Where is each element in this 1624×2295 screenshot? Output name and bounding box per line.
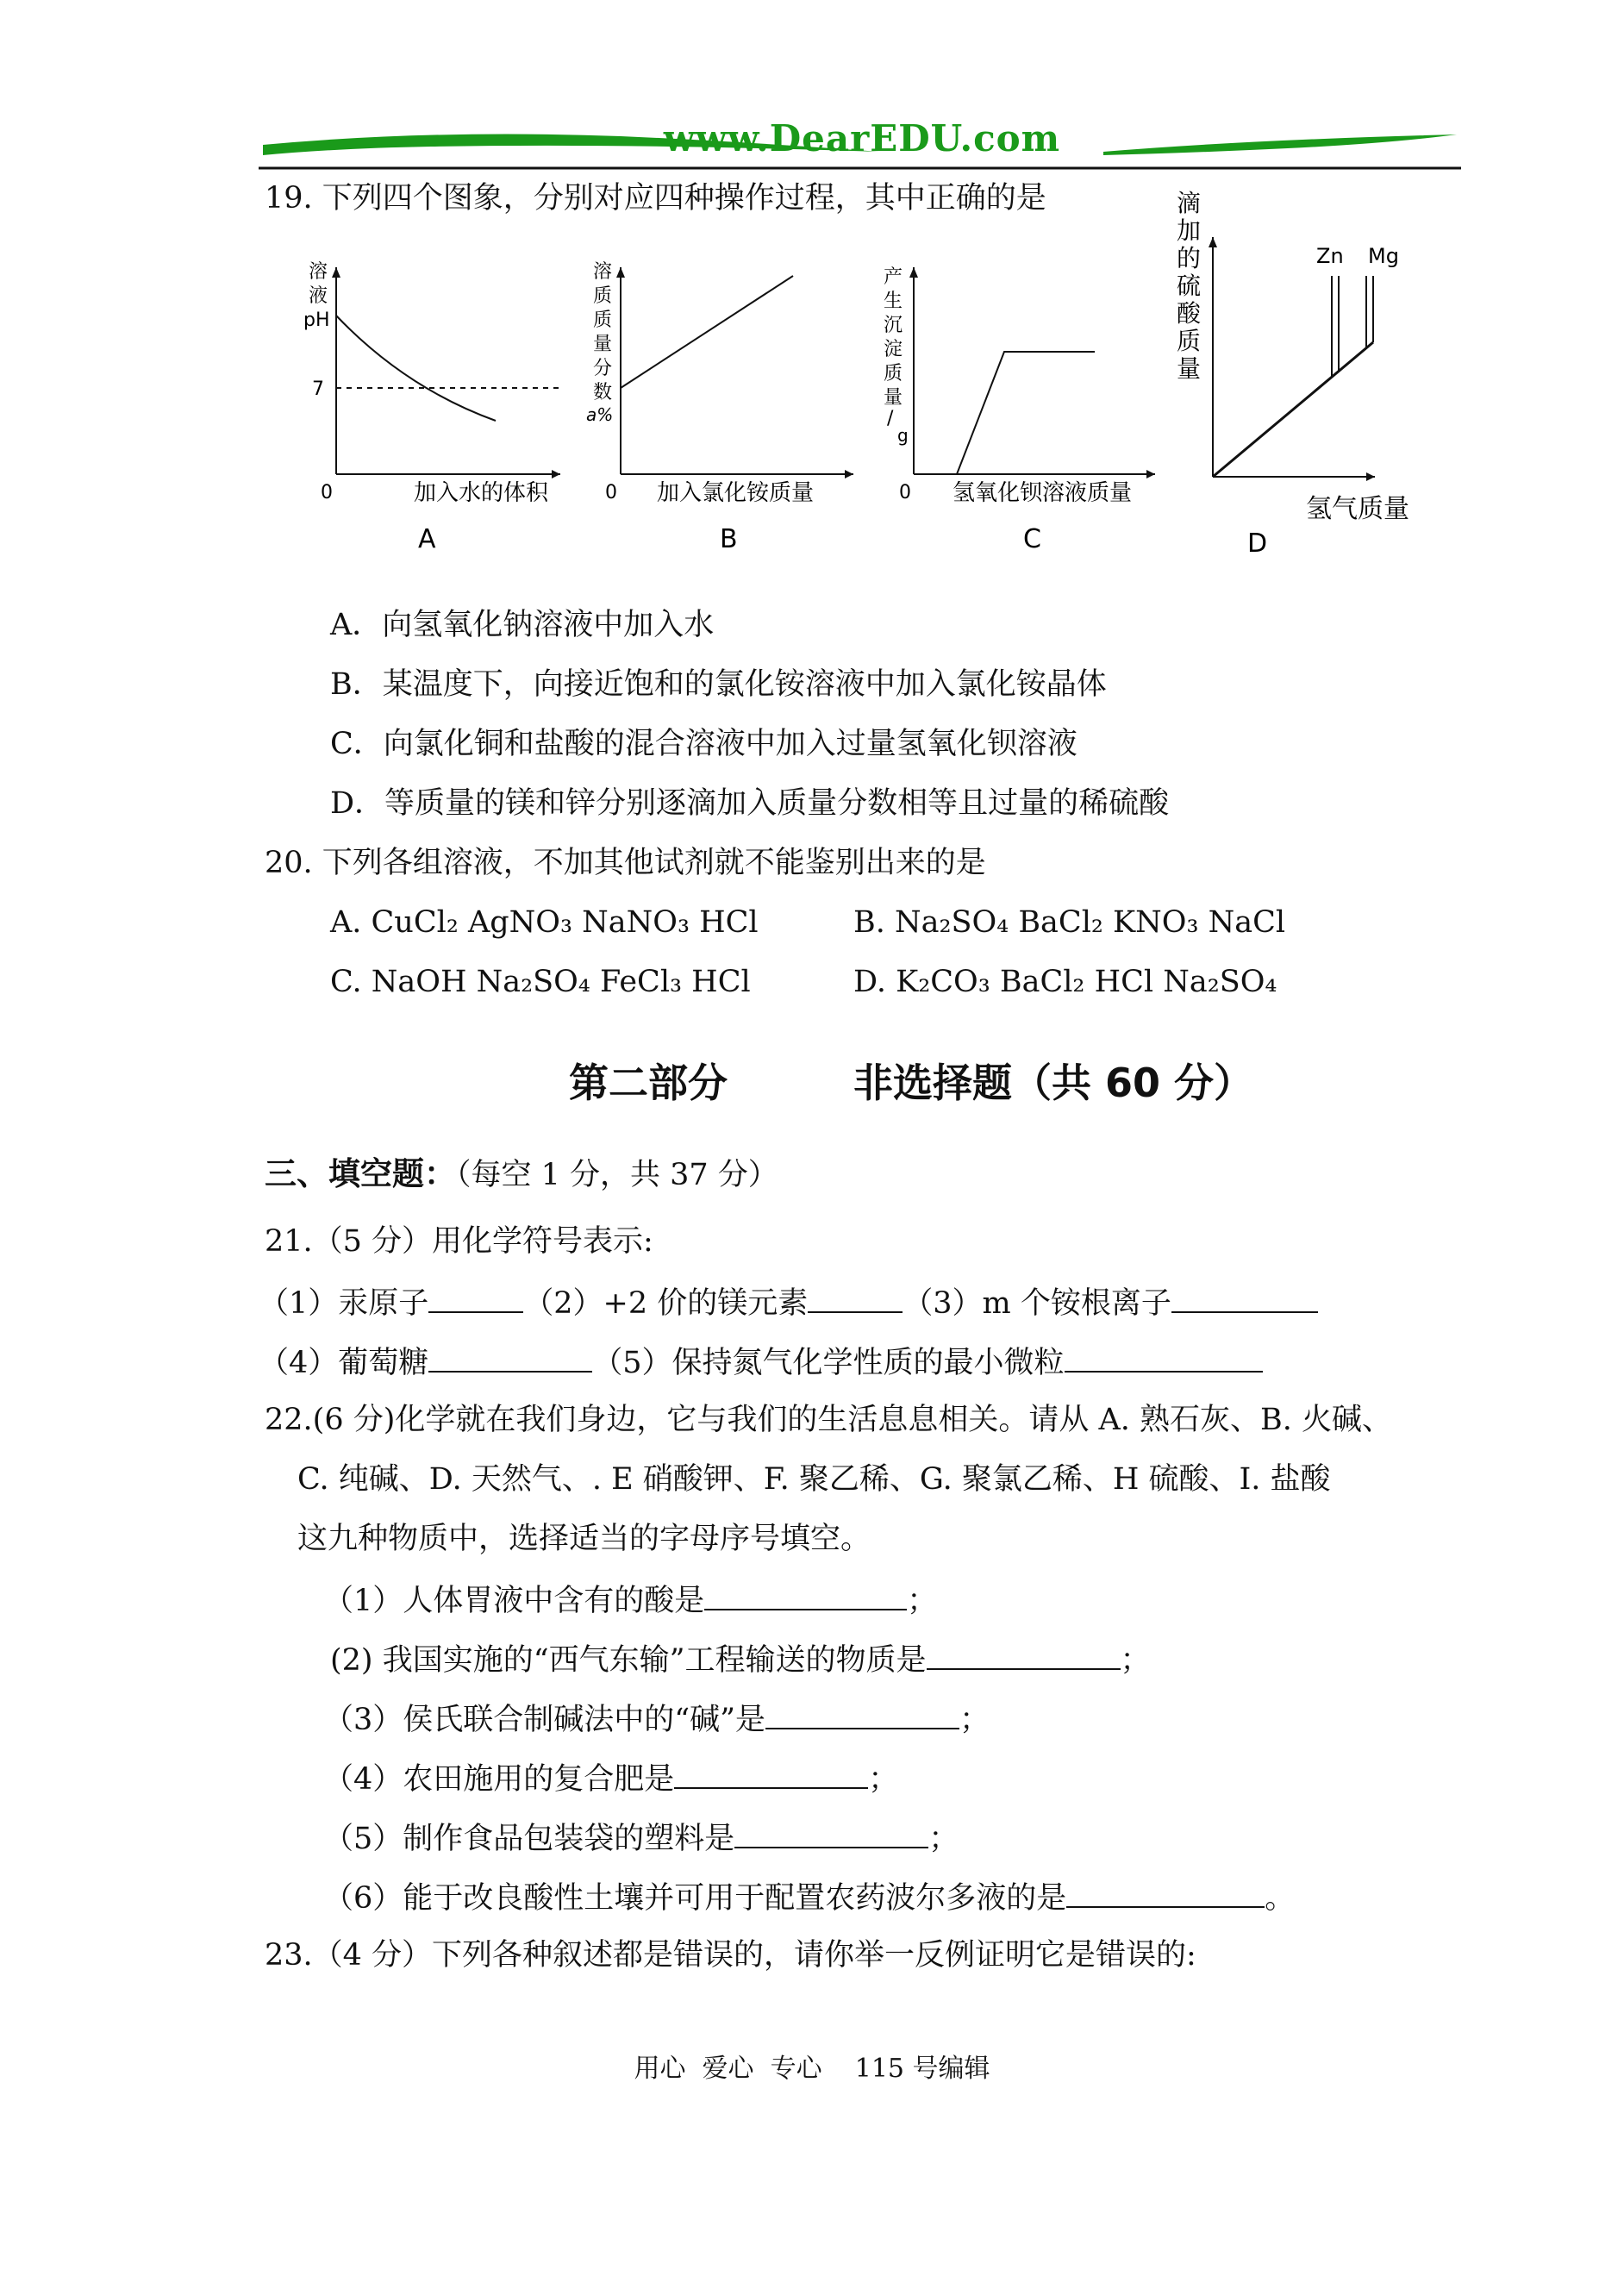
q20-stem: 20. 下列各组溶液，不加其他试剂就不能鉴别出来的是	[265, 846, 986, 880]
q21-blank-4[interactable]	[428, 1341, 592, 1373]
graph-d-y-label-6: 质	[1177, 327, 1202, 355]
graph-d-mg-label: Mg	[1368, 244, 1399, 268]
q22-blank-4[interactable]	[674, 1758, 868, 1789]
q20-option-d: D. K₂CO₃ BaCl₂ HCl Na₂SO₄	[853, 965, 1277, 999]
q22-line2: C. 纯碱、D. 天然气、. E 硝酸钾、F. 聚乙稀、G. 聚氯乙稀、H 硫酸、I. 盐酸	[297, 1462, 1331, 1497]
graph-d-y-label-4: 硫	[1177, 272, 1202, 300]
part2-heading-right: 非选择题（共 60 分）	[853, 1060, 1254, 1106]
graph-d-y-label-5: 酸	[1177, 299, 1202, 328]
section3-heading-bold: 三、填空题：	[265, 1155, 456, 1192]
q22-item-2	[330, 1639, 1151, 1679]
graph-c	[875, 259, 1159, 569]
graph-b-y-label-2: 质	[593, 285, 613, 307]
q22-line1: 22.(6 分)化学就在我们身边，它与我们的生活息息相关。请从 A. 熟石灰、B. 火碱、	[265, 1403, 1392, 1437]
graph-a-y-label-3: pH	[303, 310, 330, 331]
graph-a-y-label-1: 溶	[309, 261, 328, 283]
q19-stem: 19. 下列四个图象，分别对应四种操作过程，其中正确的是	[265, 181, 1046, 216]
q21-blank-2[interactable]	[808, 1282, 903, 1313]
graph-d	[1168, 185, 1461, 565]
q22-blank-1[interactable]	[704, 1579, 907, 1610]
q22-item-5-text: （5）制作食品包装袋的塑料是	[323, 1822, 735, 1856]
q22-item-1	[323, 1579, 937, 1620]
q19-option-b: B．某温度下，向接近饱和的氯化铵溶液中加入氯化铵晶体	[330, 667, 1107, 702]
q22-item-2-text: (2) 我国实施的“西气东输”工程输送的物质是	[330, 1643, 927, 1678]
graph-d-y-label-7: 量	[1177, 354, 1202, 383]
q22-item-1-end: ；	[907, 1584, 938, 1618]
graph-a	[302, 259, 569, 569]
q21-blank-5[interactable]	[1065, 1341, 1263, 1373]
q21-item-3: （3）m 个铵根离子	[903, 1286, 1171, 1321]
graph-b-origin: 0	[605, 482, 617, 503]
q21-item-2: （2）+2 价的镁元素	[523, 1286, 809, 1321]
graph-b-x-label: 加入氯化铵质量	[657, 480, 815, 506]
graph-b-y-label-7: a%	[586, 404, 614, 425]
q22-item-5	[323, 1817, 959, 1858]
q21-line2	[259, 1341, 1263, 1382]
header-banner	[259, 117, 1461, 174]
graph-d-y-label-2: 加	[1177, 216, 1202, 245]
q22-blank-2[interactable]	[927, 1639, 1121, 1670]
q21-item-5: （5）保持氮气化学性质的最小微粒	[592, 1346, 1065, 1380]
graph-b-y-label-1: 溶	[593, 261, 613, 283]
graph-c-y-label-8: g	[897, 425, 909, 446]
q19-option-d: D．等质量的镁和锌分别逐滴加入质量分数相等且过量的稀硫酸	[330, 786, 1170, 821]
graph-b	[578, 259, 862, 569]
q20-option-b: B. Na₂SO₄ BaCl₂ KNO₃ NaCl	[853, 905, 1286, 940]
section3-heading	[265, 1155, 778, 1194]
part2-heading-left: 第二部分	[569, 1060, 728, 1106]
q21-blank-3[interactable]	[1171, 1282, 1318, 1313]
q22-item-6	[323, 1877, 1295, 1917]
site-logo-text: www.DearEDU.com	[663, 117, 1061, 159]
graph-a-y-label-2: 液	[309, 285, 328, 307]
footer-text: 用心 爱心 专心 115 号编辑	[634, 2054, 990, 2084]
graph-d-y-label-1: 滴	[1177, 189, 1202, 217]
graph-a-id: A	[418, 524, 436, 554]
graph-c-y-label-1: 产	[884, 266, 903, 288]
q22-item-4-text: （4）农田施用的复合肥是	[323, 1762, 675, 1797]
graph-a-seven: 7	[312, 378, 324, 400]
q22-blank-3[interactable]	[765, 1698, 959, 1729]
graph-a-x-label: 加入水的体积	[414, 480, 549, 506]
q20-option-c: C. NaOH Na₂SO₄ FeCl₃ HCl	[330, 965, 751, 999]
section3-heading-rest: （每空 1 分，共 37 分）	[456, 1158, 778, 1192]
q22-item-6-text: （6）能于改良酸性土壤并可用于配置农药波尔多液的是	[323, 1881, 1067, 1916]
graph-d-id: D	[1247, 528, 1268, 559]
graph-b-y-label-6: 数	[593, 382, 613, 403]
q22-item-4	[323, 1758, 898, 1798]
q21-item-1: （1）汞原子	[259, 1286, 429, 1321]
q22-item-5-end: ；	[928, 1822, 959, 1856]
q21-item-4: （4）葡萄糖	[259, 1346, 429, 1380]
graph-c-y-label-6: 量	[884, 387, 903, 409]
graph-b-y-label-4: 量	[593, 334, 613, 355]
graph-c-id: C	[1023, 524, 1041, 554]
graph-c-y-label-2: 生	[884, 291, 903, 312]
q21-stem: 21.（5 分）用化学符号表示:	[265, 1224, 653, 1259]
q23-stem: 23.（4 分）下列各种叙述都是错误的，请你举一反例证明它是错误的:	[265, 1938, 1196, 1973]
q22-line3: 这九种物质中，选择适当的字母序号填空。	[297, 1522, 871, 1556]
q22-item-1-text: （1）人体胃液中含有的酸是	[323, 1584, 705, 1618]
graph-d-x-label: 氢气质量	[1306, 494, 1409, 524]
graph-d-zn-label: Zn	[1316, 244, 1344, 268]
q19-option-c: C．向氯化铜和盐酸的混合溶液中加入过量氢氧化钡溶液	[330, 727, 1077, 761]
q22-item-3-end: ；	[959, 1703, 990, 1737]
graph-a-origin: 0	[321, 482, 333, 503]
q21-blank-1[interactable]	[428, 1282, 523, 1313]
graph-c-origin: 0	[899, 482, 911, 503]
q22-item-3-text: （3）侯氏联合制碱法中的“碱”是	[323, 1703, 766, 1737]
q22-item-2-end: ；	[1120, 1643, 1151, 1678]
q21-line1	[259, 1282, 1318, 1323]
q22-item-6-end: 。	[1265, 1881, 1296, 1916]
graph-c-y-label-5: 质	[884, 363, 903, 385]
graph-c-y-label-3: 沉	[884, 315, 903, 336]
q20-option-a: A. CuCl₂ AgNO₃ NaNO₃ HCl	[330, 905, 759, 940]
graph-b-y-label-3: 质	[593, 310, 613, 331]
q22-item-3	[323, 1698, 990, 1739]
graph-b-id: B	[720, 524, 738, 554]
q19-option-a: A．向氢氧化钠溶液中加入水	[330, 608, 715, 642]
graph-c-y-label-4: 淀	[884, 339, 903, 360]
graph-c-x-label: 氢氧化钡溶液质量	[953, 480, 1133, 506]
q22-blank-5[interactable]	[734, 1817, 928, 1848]
graph-d-y-label-3: 的	[1177, 244, 1202, 272]
q22-item-4-end: ；	[868, 1762, 899, 1797]
graph-c-y-label-7: /	[887, 408, 894, 429]
graph-b-y-label-5: 分	[593, 358, 613, 379]
q22-blank-6[interactable]	[1066, 1877, 1265, 1908]
